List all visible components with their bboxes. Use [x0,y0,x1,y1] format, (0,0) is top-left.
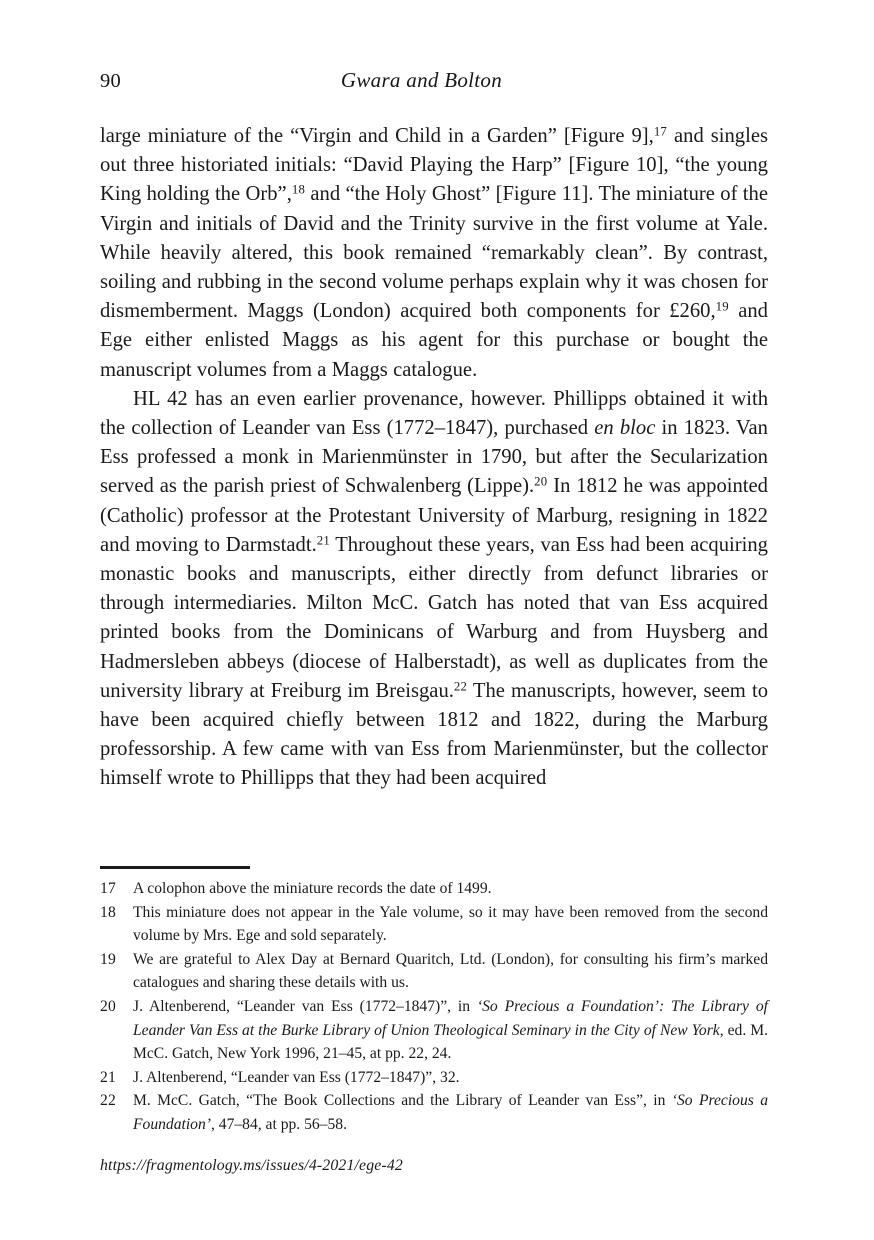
footnote-text [133,1089,768,1136]
text-run: HL 42 has an even earlier provenance, however. Phillipps obtained it with the collection of Leander van Ess (1772–1847), purchased [100,387,768,440]
footnote-number: 18 [100,903,116,921]
running-head-title: Gwara and Bolton [340,68,503,92]
body-paragraph [100,122,768,385]
footnote-item [100,948,768,995]
body-text [100,122,768,794]
text-run: and singles out three historiated initials: “David Playing the Harp” [Figure 10], “the young King holding the Orb”, [100,125,768,206]
text-run: The manuscripts, however, seem to have been acquired chiefly between 1812 and 1822, during the Marburg professorship. A few came with van Ess from Marienmünster, but the collector himself wrote to Phillipps that they had been acquired [100,679,768,790]
footnote-marker: 18 [291,182,306,197]
body-paragraph [100,385,768,794]
text-run: , 47–84, at pp. 56–58. [210,1115,347,1133]
text-run: , ed. M. McC. Gatch, New York 1996, 21–45, at pp. 22, 24. [133,1021,769,1063]
footer-url: https://fragmentology.ms/issues/4-2021/ege-42 [100,1157,403,1174]
running-head [100,68,768,98]
footnote-text [133,1066,768,1090]
text-run: J. Altenberend, “Leander van Ess (1772–1847)”, in [133,997,477,1015]
footnote-item [100,901,768,948]
footnote-marker: 19 [715,299,729,314]
footnote-marker: 21 [316,533,330,548]
text-run: and “the Holy Ghost” [Figure 11]. The miniature of the Virgin and initials of David and the Trinity survive in the first volume at Yale. While heavily altered, this book remained “remarkably clean”. By contrast, soiling and rubbing in the second volume perhaps explain why it was chosen for dismemberment. Maggs (London) acquired both components for £260, [100,183,769,323]
italic-run: en bloc [594,417,656,440]
text-run: We are grateful to Alex Day at Bernard Quaritch, Ltd. (London), for consulting his firm’s marked catalogues and sharing these details with us. [133,950,768,992]
footnote-marker: 17 [653,124,668,139]
text-run: Throughout these years, van Ess had been acquiring monastic books and manuscripts, either directly from defunct libraries or through intermediaries. Milton McC. Gatch has noted that van Ess acquired printed books from the Dominicans of Warburg and from Huysberg and Hadmersleben abbeys (diocese of Halberstadt), as well as duplicates from the university library at Freiburg im Breisgau. [100,533,768,702]
text-run: A colophon above the miniature records the date of 1499. [133,880,492,897]
footnote-item [100,1066,768,1090]
text-run: large miniature of the “Virgin and Child in a Garden” [Figure 9], [100,125,654,147]
footnote-list [100,877,768,1137]
footnote-item [100,1089,768,1136]
footnote-marker: 20 [534,474,548,489]
text-run: in 1823. Van Ess professed a monk in Marienmünster in 1790, but after the Secularization served as the parish priest of Schwalenberg (Lippe). [100,417,768,498]
text-run: This miniature does not appear in the Yale volume, so it may have been removed from the second volume by Mrs. Ege and sold separately. [133,903,768,945]
italic-run: ‘So Precious a Foundation’ [133,1092,768,1133]
footnote-number: 22 [100,1092,116,1110]
page-number: 90 [100,70,121,92]
footnote-item [100,877,768,901]
footnote-number: 17 [100,880,116,897]
text-run: J. Altenberend, “Leander van Ess (1772–1847)”, 32. [133,1068,460,1086]
footnote-text [133,948,768,995]
text-run: M. McC. Gatch, “The Book Collections and the Library of Leander van Ess”, in [133,1092,672,1110]
footnote-separator-rule [100,866,250,869]
footnote-number: 20 [100,997,116,1015]
footnote-number: 21 [100,1068,116,1086]
footnote-number: 19 [100,950,116,968]
footnote-marker: 22 [453,679,468,694]
footnote-text [133,901,768,948]
footnote-text [133,877,768,901]
italic-run: ‘So Precious a Foundation’: The Library of Leander Van Ess at the Burke Library of Union Theological Seminary in the City of New York [133,997,768,1039]
text-run: In 1812 he was appointed (Catholic) professor at the Protestant University of Marburg, resigning in 1822 and moving to Darmstadt. [100,475,768,556]
footnote-text [133,995,768,1066]
footnote-item [100,995,768,1066]
text-run: and Ege either enlisted Maggs as his agent for this purchase or bought the manuscript volumes from a Maggs catalogue. [100,300,768,381]
